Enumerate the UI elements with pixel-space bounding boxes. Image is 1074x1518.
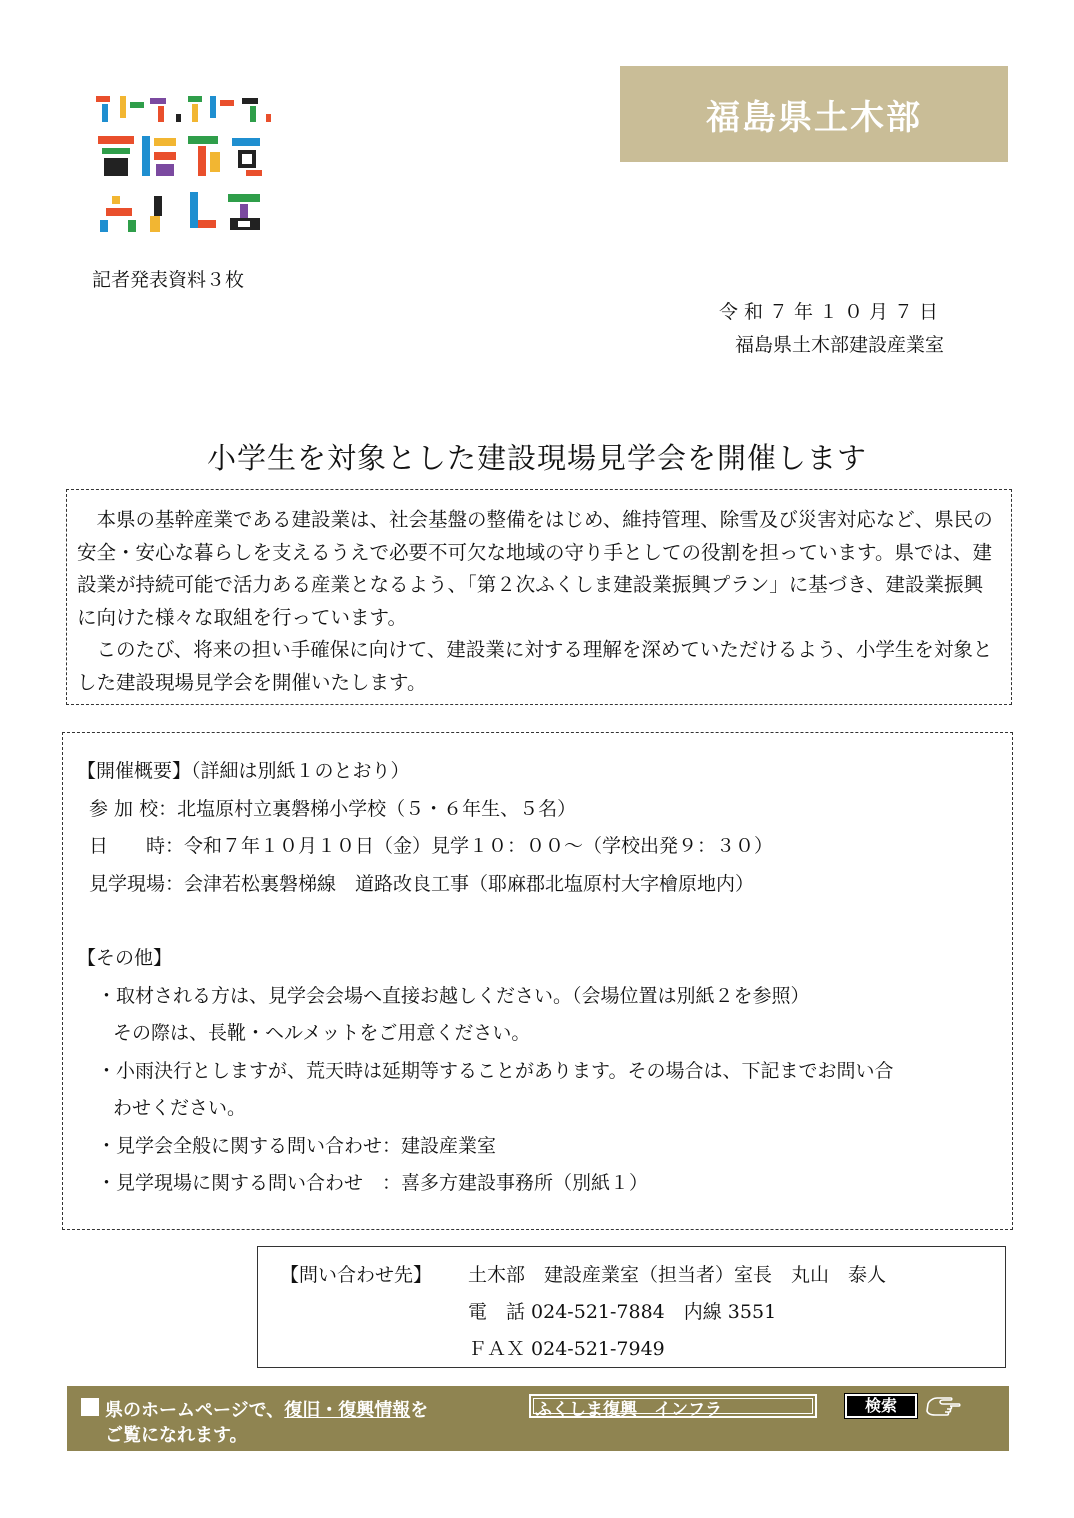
overview-heading: 【開催概要】（詳細は別紙１のとおり）	[77, 760, 410, 782]
event-datetime: 日 時：令和７年１０月１０日（金）見学１０：００～（学校出発９：３０）	[89, 835, 774, 857]
contact-box	[257, 1246, 1006, 1368]
contact-label: 【問い合わせ先】	[280, 1264, 433, 1286]
note-weather-cont: わせください。	[113, 1097, 247, 1119]
other-heading: 【その他】	[77, 947, 173, 969]
document-title: 小学生を対象とした建設現場見学会を開催します	[206, 441, 867, 475]
tour-site: 見学現場：会津若松裏磐梯線 道路改良工事（耶麻郡北塩原村大字檜原地内）	[89, 872, 755, 895]
intro-paragraph-1: 本県の基幹産業である建設業は、社会基盤の整備をはじめ、維持管理、除雪及び災害対応など、県民の安全・安心な暮らしを支えるうえで必要不可欠な地域の守り手としての役割を担っています。県では、建設業が持続可能で活力ある産業となるよう、「第２次ふくしま建設業振興プラン」に基づき、建設業振興に向けた様々な取組を行っています。	[77, 508, 993, 629]
banner-line-1: 県のホームページで、復旧・復興情報を	[105, 1400, 429, 1421]
contact-fax: ＦＡＸ 024-521-7949	[468, 1338, 665, 1360]
issuing-office: 福島県土木部建設産業室	[734, 334, 944, 356]
participating-school: 参 加 校：北塩原村立裏磐梯小学校（５・６年生、５名）	[89, 797, 577, 820]
search-keyword-box[interactable]	[529, 1394, 817, 1418]
search-keyword: ふくしま復興 インフラ	[535, 1400, 722, 1420]
contact-person: 土木部 建設産業室（担当者）室長 丸山 泰人	[468, 1264, 887, 1286]
intro-paragraph-2: このたび、将来の担い手確保に向けて、建設業に対する理解を深めていただけるよう、小学生を対象とした建設現場見学会を開催いたします。	[77, 638, 993, 694]
contact-phone: 電 話 024-521-7884 内線 3551	[468, 1301, 777, 1323]
release-date: 令和７年１０月７日	[718, 301, 944, 323]
search-button[interactable]: 検索	[845, 1394, 917, 1418]
note-general-inquiry: ・見学会全般に関する問い合わせ：建設産業室	[97, 1134, 497, 1157]
pointing-hand-icon	[925, 1395, 961, 1417]
department-name: 福島県土木部	[706, 97, 922, 138]
note-site-inquiry: ・見学現場に関する問い合わせ ：喜多方建設事務所（別紙１）	[97, 1172, 649, 1194]
note-weather: ・小雨決行としますが、荒天時は延期等することがあります。その場合は、下記までお問い合	[97, 1059, 894, 1082]
department-banner	[620, 66, 1008, 162]
details-box	[62, 732, 1013, 1230]
banner-line-2: ご覧になれます。	[105, 1425, 248, 1446]
fukushima-logo	[92, 92, 302, 242]
homepage-banner	[67, 1386, 1009, 1451]
press-release-note: 記者発表資料３枚	[92, 269, 245, 291]
note-press-coverage-cont: その際は、長靴・ヘルメットをご用意ください。	[113, 1022, 531, 1044]
recovery-info-link[interactable]: 復旧・復興情報	[284, 1400, 411, 1421]
note-press-coverage: ・取材される方は、見学会会場へ直接お越しください。（会場位置は別紙２を参照）	[97, 984, 810, 1007]
intro-box	[66, 489, 1012, 705]
square-bullet-icon	[81, 1398, 99, 1416]
